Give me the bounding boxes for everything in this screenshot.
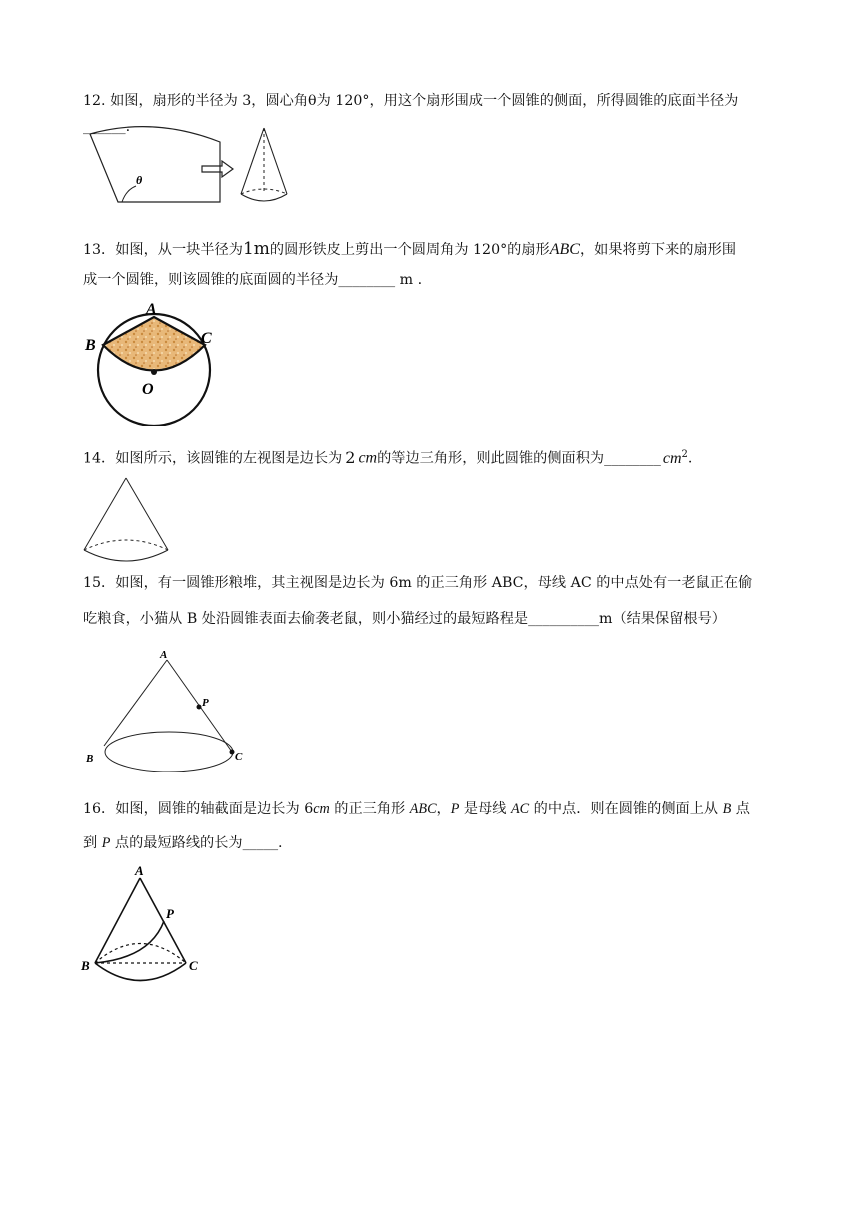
label-p: P [202, 697, 209, 709]
center-point [151, 369, 157, 375]
cone-base-front [241, 194, 287, 201]
question-13-line-2: 成一个圆锥，则该圆锥的底面圆的半径为________ m . [83, 272, 423, 288]
label-b: B [81, 958, 90, 973]
q13-figure [84, 300, 224, 426]
question-16 [83, 796, 783, 856]
cone-base-front [84, 550, 168, 561]
question-15-line-1: 15．如图，有一圆锥形粮堆，其主视图是边长为 6m 的正三角形 ABC，母线 AC 的中点处有一老鼠正在偷 [83, 575, 753, 591]
cone-left-edge-ab [104, 660, 167, 746]
label-b: B [86, 753, 94, 765]
question-13 [83, 236, 783, 293]
label-c: C [189, 958, 198, 973]
point-p [197, 705, 202, 710]
question-14: 14．如图所示，该圆锥的左视图是边长为 2 cm的等边三角形，则此圆锥的侧面积为________ $cm^2$. [83, 447, 693, 467]
cone-base-ellipse [105, 732, 233, 772]
theta-label: θ [136, 173, 143, 187]
cone-right-edge [264, 128, 287, 194]
label-c: C [201, 330, 212, 347]
cone-base-back [84, 540, 168, 550]
question-15 [83, 570, 783, 632]
q14-figure [82, 474, 172, 566]
sector-shape [90, 127, 220, 202]
label-a: A [146, 301, 157, 318]
label-c: C [235, 751, 243, 763]
cone-right-edge-ac [140, 878, 186, 963]
question-16-line-1: 16．如图，圆锥的轴截面是边长为 6cm 的正三角形 ABC，P 是母线 AC 的中点．则在圆锥的侧面上从 B 点 [83, 801, 750, 817]
label-o: O [142, 381, 154, 398]
q15-figure [84, 646, 260, 772]
label-b: B [85, 337, 96, 354]
question-13-line-1: 13．如图，从一块半径为1m的圆形铁皮上剪出一个圆周角为 120°的扇形ABC，如果将剪下来的扇形围 [83, 239, 737, 259]
label-p: P [166, 906, 174, 921]
question-15-line-2: 吃粮食，小猫从 B 处沿圆锥表面去偷袭老鼠，则小猫经过的最短路程是__________m（结果保留根号） [83, 611, 726, 627]
cone-right-edge [126, 478, 168, 550]
cone-left-edge [84, 478, 126, 550]
q16-figure [80, 862, 210, 990]
q12-figure [82, 122, 302, 212]
cone-left-edge [241, 128, 264, 194]
cone-base-front [95, 963, 186, 981]
cone-left-edge-ab [95, 878, 140, 963]
point-c [230, 750, 235, 755]
question-16-line-2: 到 P 点的最短路线的长为_____. [83, 835, 283, 851]
label-a: A [135, 863, 144, 878]
question-12-text: 12. 如图，扇形的半径为 3，圆心角θ为 120°，用这个扇形围成一个圆锥的侧面，所得圆锥的底面半径为______. [83, 93, 739, 135]
arrow-icon [202, 161, 233, 177]
sector-abc [103, 317, 205, 371]
label-a: A [160, 649, 168, 661]
angle-arc [122, 186, 136, 202]
cone-base-back [95, 944, 186, 964]
